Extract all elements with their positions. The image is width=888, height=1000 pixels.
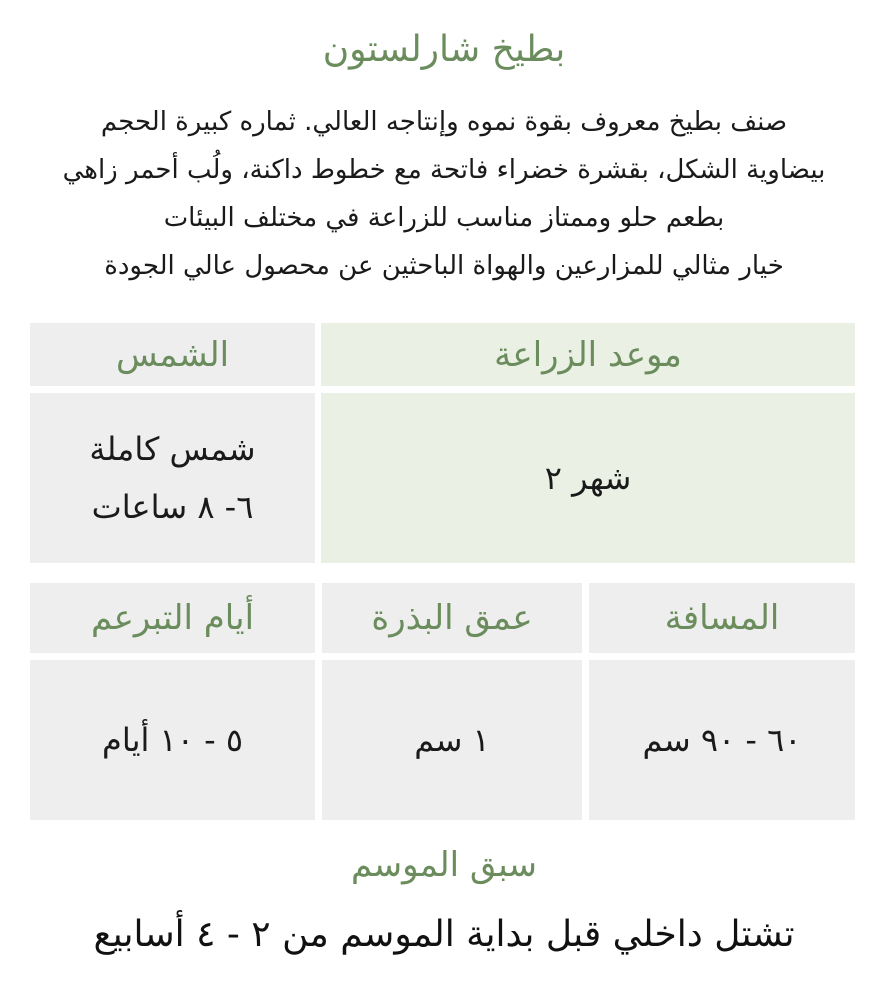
sun-hours-line: ٦- ٨ ساعات xyxy=(91,488,254,526)
season-title: سبق الموسم xyxy=(350,845,538,885)
spacing-header-label: المسافة xyxy=(664,598,780,638)
description-line: خيار مثالي للمزارعين والهواة الباحثين عن محصول عالي الجودة xyxy=(104,251,784,281)
description xyxy=(10,98,878,290)
sun-header xyxy=(30,323,315,386)
spacing-value xyxy=(589,660,855,820)
description-line: بطعم حلو وممتاز مناسب للزراعة في مختلف البيئات xyxy=(163,203,725,233)
seed-depth-value xyxy=(322,660,582,820)
planting-date-value xyxy=(321,393,855,563)
germination-value xyxy=(30,660,315,820)
planting-date-value-text: شهر ٢ xyxy=(544,459,632,497)
sun-value-line: شمس كاملة xyxy=(89,430,256,468)
page-title: بطيخ شارلستون xyxy=(322,29,566,70)
seed-depth-value-text: ١ سم xyxy=(414,721,490,759)
seed-depth-header xyxy=(322,583,582,653)
description-line: بيضاوية الشكل، بقشرة خضراء فاتحة مع خطوط داكنة، ولُب أحمر زاهي xyxy=(62,155,826,185)
sun-value xyxy=(30,393,315,563)
germination-value-text: ٥ - ١٠ أيام xyxy=(102,721,243,759)
spacing-value-text: ٦٠ - ٩٠ سم xyxy=(642,721,802,759)
planting-date-header-label: موعد الزراعة xyxy=(494,334,682,375)
germination-header xyxy=(30,583,315,653)
germination-header-label: أيام التبرعم xyxy=(90,598,255,638)
seed-depth-header-label: عمق البذرة xyxy=(371,598,533,638)
season-text: تشتل داخلي قبل بداية الموسم من ٢ - ٤ أسابيع xyxy=(93,914,795,955)
description-line: صنف بطيخ معروف بقوة نموه وإنتاجه العالي. ثماره كبيرة الحجم xyxy=(100,107,788,137)
planting-date-header xyxy=(321,323,855,386)
spacing-header xyxy=(589,583,855,653)
sun-header-label: الشمس xyxy=(115,334,230,375)
